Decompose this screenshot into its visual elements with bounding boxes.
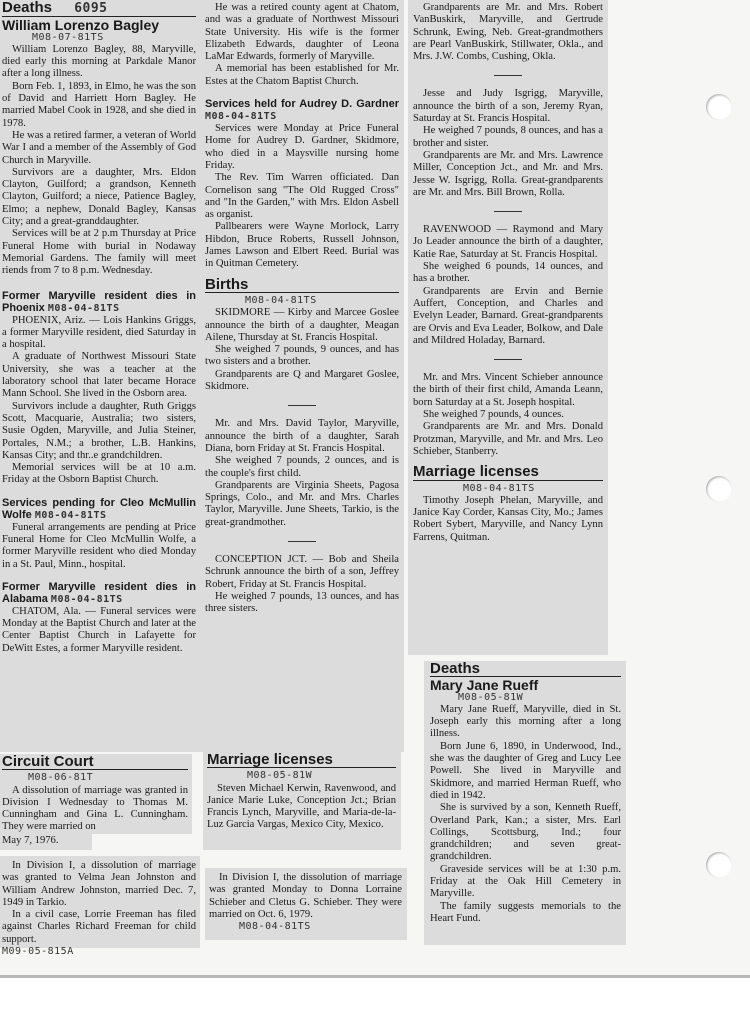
paragraph: PHOENIX, Ariz. — Lois Hankins Griggs, a former Maryville resident, died Saturday in a hospital. [2,314,196,351]
handwritten-date: M08-04-81TS [463,482,535,494]
divider [494,359,522,360]
obituary-title-rueff: Mary Jane Rueff [430,677,539,694]
paragraph: Survivors include a daughter, Ruth Griggs Scott, Macquarie, Australia; two sisters, Susie Ogden, Maryville, and Julia Steiner, Portales, N.M.; a brother, L.B. Hankins, Kansas City; and thr..e grandchildren. [2,400,196,461]
paragraph: He weighed 7 pounds, 13 ounces, and has three sisters. [205,590,399,615]
binder-hole-bottom [706,852,732,878]
divider [288,405,316,406]
paragraph: Jesse and Judy Isgrigg, Maryville, announce the birth of a son, Jeremy Ryan, Saturday at St. Francis Hospital. [413,88,603,125]
paragraph: He was a retired county agent at Chatom, and was a graduate of Northwest Missouri State University. His wife is the former Elizabeth Edwards, daughter of Leona LaMar Edwards, formerly of Maryville. [205,2,399,63]
paragraph: Services were Monday at Price Funeral Home for Audrey D. Gardner, Skidmore, who died in a Maysville nursing home Friday. [205,123,399,171]
paragraph: A memorial has been established for Mr. Estes at the Chatom Baptist Church. [205,63,399,87]
clipping-circuit-date [0,834,92,850]
paragraph: He was a retired farmer, a veteran of World War I and a member of the Assembly of God Church in Maryville. [2,129,196,166]
handwritten-note: 6095 [74,1,108,16]
paragraph: CONCEPTION JCT. — Bob and Sheila Schrunk announce the birth of a son, Jeffrey Robert, Friday at St. Francis Hospital. [205,553,399,590]
clipping-col2 [200,0,404,752]
paragraph: The Rev. Tim Warren officiated. Dan Cornelison sang "The Old Rugged Cross" and "In the Garden," with Mrs. Eldon Asbell as organist. [205,172,399,221]
divider [494,75,522,76]
paragraph: Memorial services will be at 10 a.m. Friday at the Osborn Baptist Church. [2,462,196,486]
paragraph: Timothy Joseph Phelan, Maryville, and Janice Kay Corder, Kansas City, Mo.; James Robert Sybert, Maryville, and Nancy Lynn Farrens, Quitman. [413,494,603,543]
paragraph: Graveside services will be at 1:30 p.m. Friday at the Oak Hill Cemetery in Maryville. [430,863,621,900]
paragraph: He weighed 7 pounds, 8 ounces, and has a brother and sister. [413,125,603,149]
clipping-deaths-col1 [0,0,200,752]
handwritten-date: M08-04-81TS [34,509,107,521]
paragraph: She weighed 6 pounds, 14 ounces, and has a brother. [413,261,603,285]
paragraph: Steven Michael Kerwin, Ravenwood, and Janice Marie Luke, Conception Jct.; Brian Francis Lynch, Maryville, and Maria-de-la-Luz Garcia Vargas, Mexico City, Mexico. [207,782,396,831]
paragraph: Mary Jane Rueff, Maryville, died in St. Joseph early this morning after a long illness. [430,703,621,740]
paragraph: Grandparents are Virginia Sheets, Pagosa Springs, Colo., and Mr. and Mrs. Charles Taylor, Maryville. June Sheets, Tarkio, is the great-grandmother. [205,479,399,528]
clipping-division-i [205,868,407,940]
paragraph: Pallbearers were Wayne Morlock, Larry Hibdon, Bruce Roberts, Russell Johnson, James Lawson and Elbert Reed. Burial was in Quitman Cemetery. [205,221,399,270]
paragraph: In Division I, the dissolution of marriage was granted Monday to Donna Lorraine Schieber and Cletus G. Schieber. They were married on Oct. 6, 1979. [209,872,402,920]
binder-hole-top [706,94,732,120]
divider [288,541,316,542]
paragraph: Born Feb. 1, 1893, in Elmo, he was the son of David and Harriett Horn Bagley. He married Mabel Cook in 1928, and she died in 1978. [2,80,196,129]
paragraph: Grandparents are Mr. and Mrs. Donald Protzman, Maryville, and Mr. and Mrs. Leo Schieber, Stanberry. [413,421,603,457]
paragraph: May 7, 1976. [2,835,59,846]
paragraph: Mr. and Mrs. Vincent Schieber announce the birth of their first child, Amanda Leann, born Saturday at a St. Joseph hospital. [413,372,603,408]
paragraph: She weighed 7 pounds, 2 ounces, and is the couple's first child. [205,455,399,479]
handwritten-date: M08-04-81TS [245,294,317,306]
obituary-title-wolfe: Services pending for Cleo McMullin Wolfe M08-04-81TS [2,496,196,521]
paragraph: She weighed 7 pounds, 9 ounces, and has two sisters and a brother. [205,344,399,368]
paragraph: The family suggests memorials to the Heart Fund. [430,900,621,924]
paragraph: She weighed 7 pounds, 4 ounces. [423,409,564,421]
page-edge [0,975,750,978]
paragraph: Funeral arrangements are pending at Price Funeral Home for Cleo McMullin Wolfe, a former Maryville resident who died Monday in a St. Paul, Minn., hospital. [2,521,196,570]
paragraph: In a civil case, Lorrie Freeman has filed against Charles Richard Freeman for child support. [2,909,196,945]
paragraph: Mr. and Mrs. David Taylor, Maryville, announce the birth of a daughter, Sarah Diana, born Friday at St. Francis Hospital. [205,418,399,454]
binder-hole-middle [706,476,732,502]
paragraph: Services will be at 2 p.m Thursday at Price Funeral Home with burial in Nodaway Memorial Gardens. The family will meet riends from 7 to 8 p.m. Wednesday. [2,228,196,277]
obituary-title-bagley: William Lorenzo Bagley [2,17,160,34]
clipping-deaths-rueff [424,661,626,945]
paragraph: In Division I, a dissolution of marriage was granted to Velma Jean Johnston and William Andrew Johnston, married Dec. 7, 1949 in Tarkio. [2,860,196,908]
handwritten-date: M08-05-81W [458,691,524,703]
paragraph: William Lorenzo Bagley, 88, Maryville, died early this morning at Parkdale Manor after a long illness. [2,43,196,80]
handwritten-date: M09-05-815A [2,946,74,958]
obituary-title-gardner: Services held for Audrey D. Gardner M08-04-81TS [205,98,399,123]
marriage-licenses-header: Marriage licenses [413,466,603,480]
paragraph: RAVENWOOD — Raymond and Mary Jo Leader announce the birth of a daughter, Katie Rae, Saturday at St. Francis Hospital. [413,224,603,260]
paragraph: She is survived by a son, Kenneth Rueff, Overland Park, Kan.; a sister, Mrs. Earl Collings, Scottsburg, Ind.; four grandchildren; and seven great-grandchildren. [430,802,621,863]
handwritten-date: M08-06-81T [28,772,94,784]
handwritten-date: M08-04-81TS [239,921,311,933]
handwritten-date: M08-05-81W [247,770,313,782]
handwritten-date: M08-04-81TS [205,111,277,123]
paragraph: CHATOM, Ala. — Funeral services were Monday at the Baptist Church and later at the Center Baptist Church in Lafayette for DeWitt Estes, a former Maryville resident. [2,605,196,654]
deaths-header: Deaths 6095 [2,2,196,17]
marriage-licenses-header: Marriage licenses [207,754,396,768]
paragraph: Survivors are a daughter, Mrs. Eldon Clayton, Guilford; a grandson, Kenneth Clayton, Guilford; a niece, Patience Bagley, Elmo; a nephew, Donald Bagley, Kansas City; and a great-granddaughter. [2,166,196,228]
handwritten-date: M08-04-81TS [50,593,123,605]
handwritten-date: M08-04-81TS [47,302,120,314]
paragraph: Grandparents are Ervin and Bernie Auffert, Conception, and Charles and Evelyn Leader, Barnard. Great-grandparents are Orvis and Eva Leader, Bolkow, and Dale and Mildred Holaday, Barnard. [413,285,603,346]
paragraph: Grandparents are Mr. and Mrs. Robert VanBuskirk, Maryville, and Gertrude Schrunk, Ewing, Neb. Great-grandmothers are Pearl VanBuskirk, Stillwater, Okla., and Mrs. J.W. Combs, Cushing, Okla. [413,2,603,63]
divider [494,211,522,212]
clipping-col3 [408,0,608,655]
handwritten-date: M08-07-81TS [32,31,104,43]
clipping-circuit-court [0,754,192,834]
paragraph: Born June 6, 1890, in Underwood, Ind., she was the daughter of Greg and Lucy Lee Powell. She lived in Maryville and Skidmore, and married Herman Rueff, who died in 1942. [430,740,621,801]
obituary-title-estes: Former Maryville resident dies in Alabama M08-04-81TS [2,580,196,605]
paragraph: A dissolution of marriage was granted in Division I Wednesday to Thomas M. Cunningham and Gina L. Cunningham. They were married on [2,784,188,833]
paragraph: A graduate of Northwest Missouri State University, she was a teacher at the laboratory school that later became Horace Mann School. She lived in the Osborn area. [2,351,196,400]
paragraph: Grandparents are Mr. and Mrs. Lawrence Miller, Conception Jct., and Mr. and Mrs. Jesse W. Isgrigg, Rolla. Great-grandparents are Mr. and Mrs. Bill Brown, Rolla. [413,149,603,198]
paragraph: Grandparents are Q and Margaret Goslee, Skidmore. [205,368,399,393]
deaths-header: Deaths [430,663,621,677]
paragraph: SKIDMORE — Kirby and Marcee Goslee announce the birth of a daughter, Meagan Ailene, Thursday at St. Francis Hospital. [205,307,399,343]
circuit-court-header: Circuit Court [2,756,188,770]
clipping-marriage-licenses [203,752,401,850]
births-header: Births [205,279,399,293]
obituary-title-griggs: Former Maryville resident dies in Phoenix M08-04-81TS [2,289,196,314]
clipping-circuit-more [0,856,200,958]
